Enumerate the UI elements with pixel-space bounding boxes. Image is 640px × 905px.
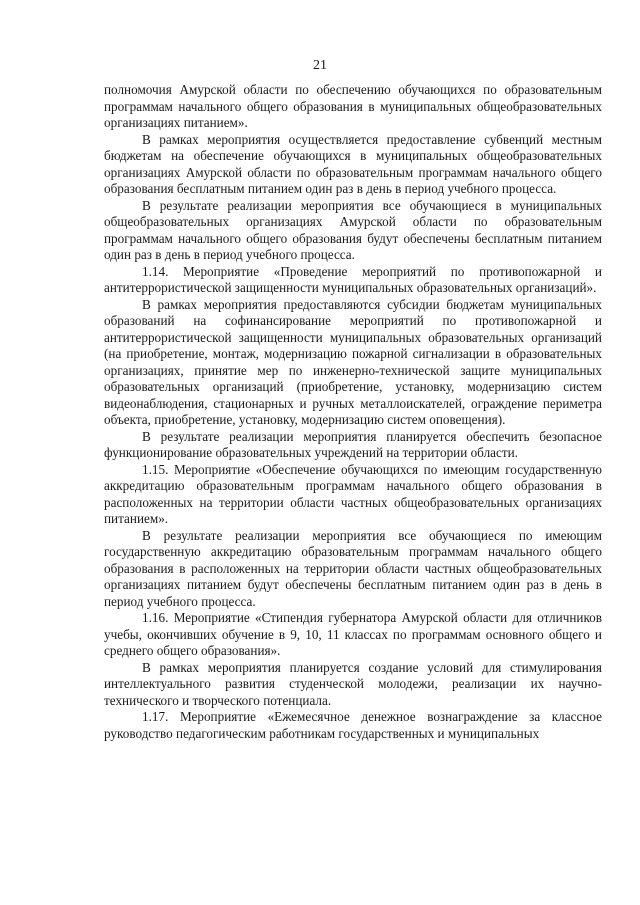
- paragraph-subventions: В рамках мероприятия осуществляется предоставление субвенций местным бюджетам на обеспечение обучающихся в муниципальных общеобразовательных организациях Амурской области по образовательным программам начального общего образования бесплатным питанием один раз в день в период учебного процесса.: [104, 131, 602, 196]
- document-body: [104, 82, 602, 742]
- paragraph-measure-1-15: 1.15. Мероприятие «Обеспечение обучающихся по имеющим государственную аккредитацию образовательным программам начального общего образования в расположенных на территории области частных общеобразовательных организациях питанием».: [104, 461, 602, 526]
- paragraph-result-free-meals: В результате реализации мероприятия все обучающиеся в муниципальных общеобразовательных организациях Амурской области по образовательным программам начального общего образования будут обеспечены бесплатным питанием один раз в день в период учебного процесса.: [104, 197, 602, 262]
- paragraph-measure-1-17: 1.17. Мероприятие «Ежемесячное денежное вознаграждение за классное руководство педагогическим работникам государственных и муниципальных: [104, 709, 602, 741]
- page-number: 21: [313, 58, 327, 73]
- paragraph-scholarship-conditions: В рамках мероприятия планируется создание условий для стимулирования интеллектуального развития студенческой молодежи, реализации их научно-технического и творческого потенциала.: [104, 659, 602, 708]
- paragraph-result-private-schools: В результате реализации мероприятия все обучающиеся по имеющим государственную аккредитацию образовательным программам начального общего образования в расположенных на территории области частных общеобразовательных организациях питанием будут обеспечены бесплатным питанием один раз в день в период учебного процесса.: [104, 527, 602, 609]
- paragraph-result-safety: В результате реализации мероприятия планируется обеспечить безопасное функционирование образовательных учреждений на территории области.: [104, 428, 602, 460]
- paragraph-continuation: полномочия Амурской области по обеспечению обучающихся по образовательным программам начального общего образования в муниципальных общеобразовательных организациях питанием».: [104, 82, 602, 130]
- paragraph-measure-1-16: 1.16. Мероприятие «Стипендия губернатора Амурской области для отличников учебы, окончивших обучение в 9, 10, 11 классах по программам основного общего и среднего общего образования».: [104, 610, 602, 658]
- paragraph-measure-1-14: 1.14. Мероприятие «Проведение мероприятий по противопожарной и антитеррористической защищенности муниципальных образовательных организаций».: [104, 263, 602, 295]
- paragraph-subsidies-fire-safety: В рамках мероприятия предоставляются субсидии бюджетам муниципальных образований на софинансирование мероприятий по противопожарной и антитеррористической защищенности муниципальных образовательных организаций (на приобретение, монтаж, модернизацию пожарной сигнализации в образовательных организациях, принятие мер по инженерно-технической защите муниципальных образовательных организаций (приобретение, установку, модернизацию систем видеонаблюдения, стационарных и ручных металлоискателей, ограждение периметра объекта, приобретение, установку, модернизацию систем оповещения).: [104, 296, 602, 427]
